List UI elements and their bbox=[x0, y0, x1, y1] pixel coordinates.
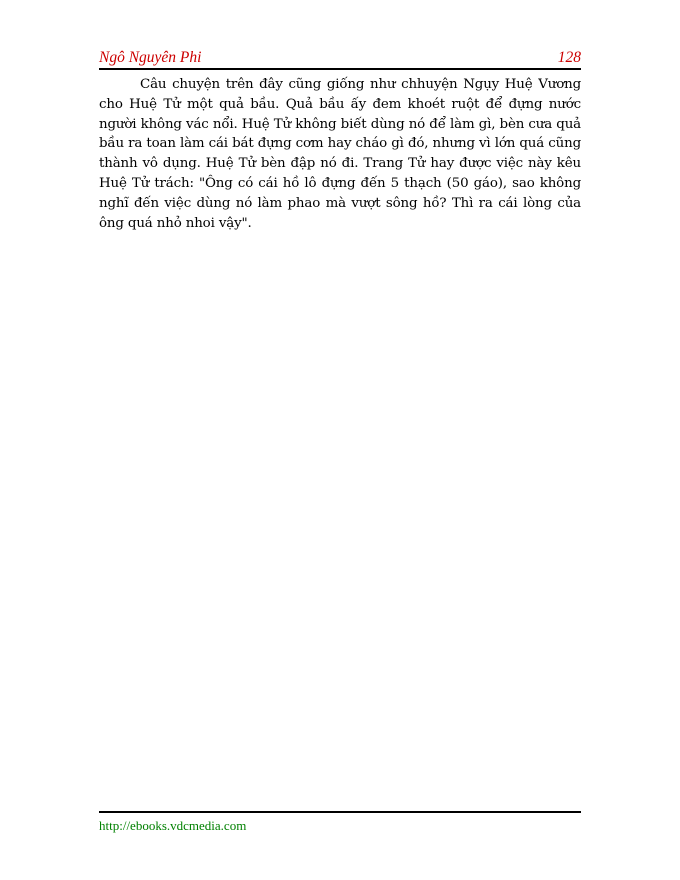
body-content bbox=[99, 75, 581, 233]
header-divider bbox=[99, 68, 581, 70]
body-paragraph: Câu chuyện trên đây cũng giống như chhuyện Ngụy Huệ Vương cho Huệ Tử một quả bầu. Quả bầu ấy đem khoét ruột để đựng nước người không vác nổi. Huệ Tử không biết dùng nó để làm gì, bèn cưa quả bầu ra toan làm cái bát đựng cơm hay cháo gì đó, nhưng vì lớn quá cũng thành vô dụng. Huệ Tử bèn đập nó đi. Trang Tử hay được việc này kêu Huệ Tử trách: "Ông có cái hồ lô đựng đến 5 thạch (50 gáo), sao không nghĩ đến việc dùng nó làm phao mà vượt sông hồ? Thì ra cái lòng của ông quá nhỏ nhoi vậy". bbox=[99, 77, 581, 231]
page-header bbox=[99, 49, 581, 67]
footer-url[interactable]: http://ebooks.vdcmedia.com bbox=[99, 818, 247, 833]
header-page-number: 128 bbox=[557, 49, 581, 66]
footer-divider bbox=[99, 811, 581, 813]
header-author: Ngô Nguyên Phi bbox=[99, 49, 202, 66]
